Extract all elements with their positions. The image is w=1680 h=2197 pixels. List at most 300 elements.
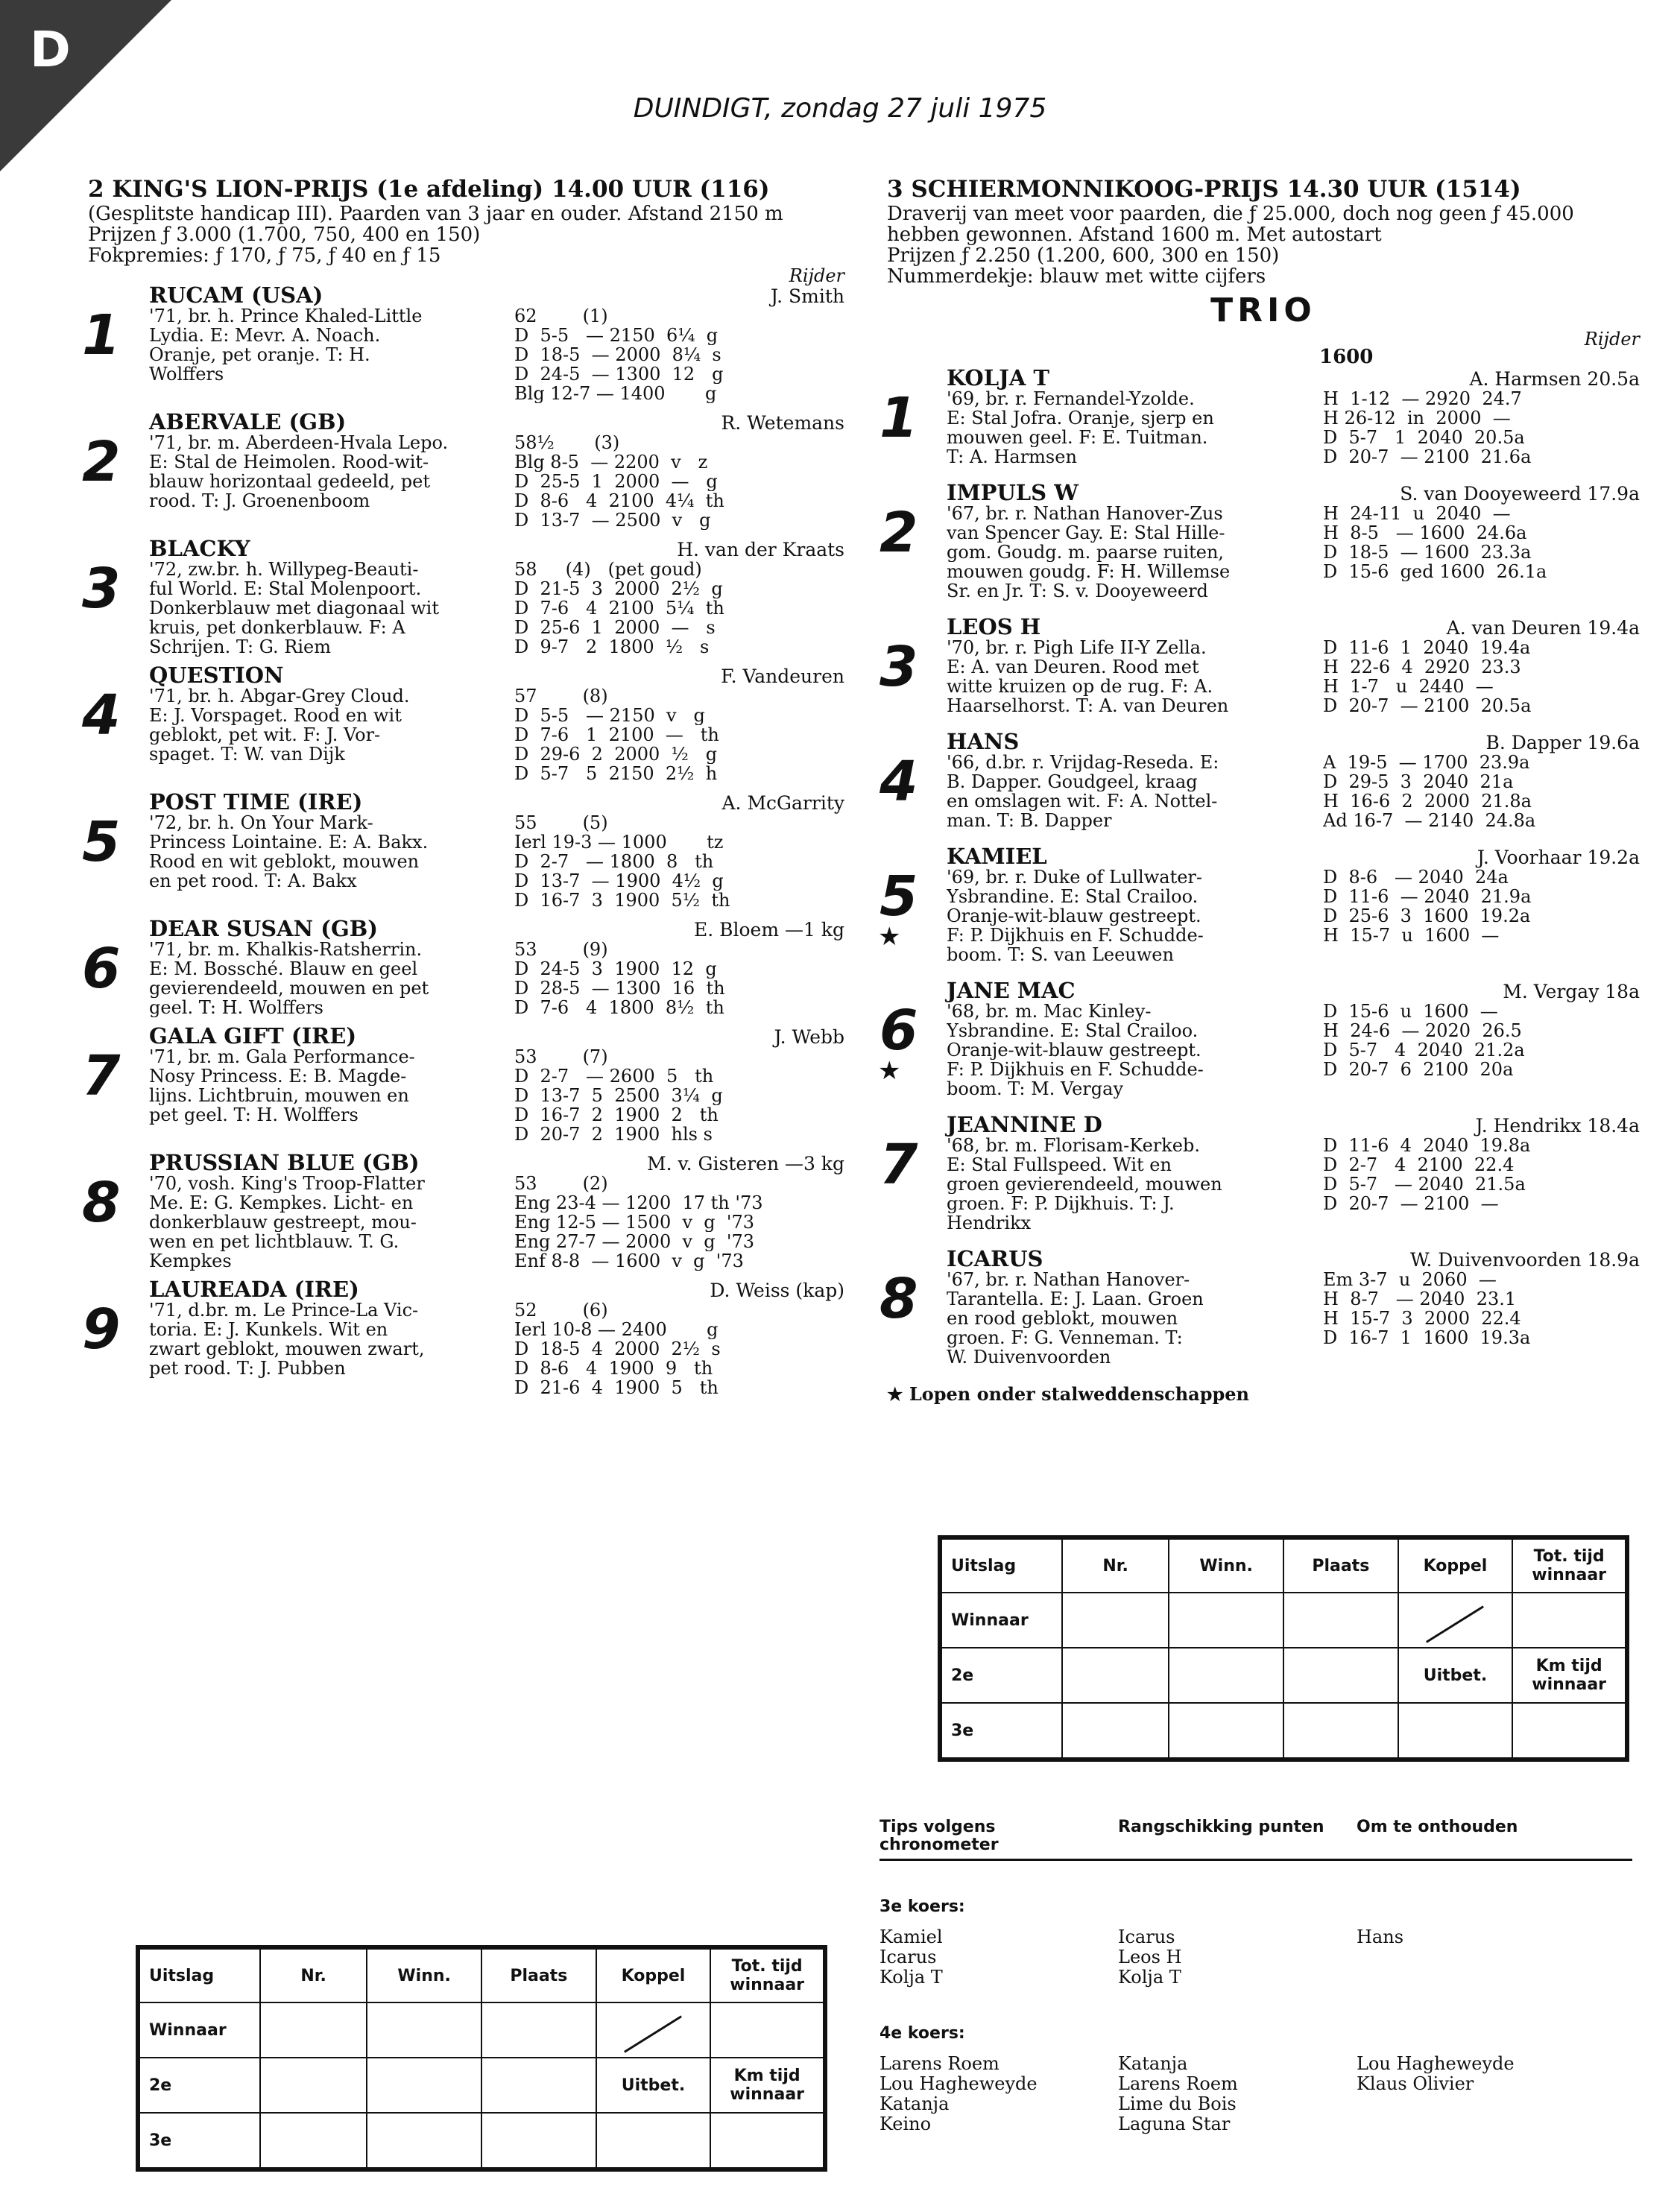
horse-description: gom. Goudg. m. paarse ruiten, bbox=[947, 543, 1225, 562]
horse-line bbox=[947, 562, 1640, 581]
horse-description: pet geel. T: H. Wolffers bbox=[149, 1105, 359, 1125]
horse-form: D 11-6 4 2040 19.8a bbox=[1323, 1136, 1531, 1155]
horse-form: D 13-7 — 1900 4½ g bbox=[514, 871, 724, 891]
horse-line bbox=[947, 581, 1640, 601]
horse-description: Wolffers bbox=[149, 364, 224, 384]
tip-horse-name: Keino bbox=[880, 2114, 932, 2134]
horse-description bbox=[149, 1125, 514, 1144]
result-cell bbox=[260, 2058, 367, 2113]
horse-line bbox=[947, 791, 1640, 811]
race-3-description bbox=[887, 203, 1640, 287]
horse-form bbox=[1323, 1079, 1640, 1098]
horse-form: Em 3-7 u 2060 — bbox=[1323, 1270, 1497, 1289]
result-row-label: 2e bbox=[138, 2058, 260, 2113]
horse-header bbox=[149, 536, 844, 561]
horse-form: 53 (9) bbox=[514, 940, 608, 959]
page-header: DUINDIGT, zondag 27 juli 1975 bbox=[633, 93, 1047, 124]
horse-form: D 15-6 ged 1600 26.1a bbox=[1323, 562, 1547, 581]
horse-form: D 24-5 3 1900 12 g bbox=[514, 959, 717, 979]
race-3-number-cloth: Nummerdekje: blauw met witte cijfers bbox=[887, 265, 1266, 288]
horse-details bbox=[947, 614, 1640, 715]
horse-form: D 28-5 — 1300 16 th bbox=[514, 979, 725, 998]
horse-line bbox=[149, 891, 844, 910]
horse-form: Ad 16-7 — 2140 24.8a bbox=[1323, 811, 1536, 830]
race-2-column bbox=[82, 175, 844, 1406]
horse-number: 9 bbox=[82, 1297, 121, 1362]
horse-line bbox=[947, 867, 1640, 887]
horse-form: 58½ (3) bbox=[514, 433, 620, 452]
result-cell bbox=[710, 2113, 825, 2169]
horse-description: Me. E: G. Kempkes. Licht- en bbox=[149, 1193, 414, 1213]
horse-number: 3 bbox=[82, 557, 121, 621]
horse-form bbox=[1323, 1213, 1640, 1233]
horse-header bbox=[947, 1112, 1640, 1137]
horse-description: Donkerblauw met diagonaal wit bbox=[149, 598, 439, 618]
result-header-cell: Uitslag bbox=[940, 1537, 1062, 1593]
horse-description: '71, br. h. Prince Khaled-Little bbox=[149, 306, 423, 326]
horse-number: 5 bbox=[82, 810, 121, 874]
horse-name: JEANNINE D bbox=[947, 1112, 1102, 1137]
horse-line bbox=[947, 772, 1640, 791]
km-tijd-label: Km tijd winnaar bbox=[710, 2058, 825, 2113]
horse-line bbox=[149, 959, 844, 979]
race-3-desc-line: Draverij van meet voor paarden, die ƒ 25.000, doch nog geen ƒ 45.000 hebben gewonnen. Afstand 1600 m. Met autostart bbox=[887, 203, 1574, 246]
horse-form: 53 (7) bbox=[514, 1047, 608, 1066]
horse-header bbox=[947, 978, 1640, 1003]
horse-description: wen en pet lichtblauw. T. G. bbox=[149, 1232, 400, 1251]
horse-number: 6 bbox=[880, 999, 918, 1063]
result-cell bbox=[260, 2113, 367, 2169]
horse-form: D 13-7 5 2500 3¼ g bbox=[514, 1086, 723, 1105]
horse-header bbox=[149, 282, 844, 308]
horse-description: Sr. en Jr. T: S. v. Dooyeweerd bbox=[947, 581, 1208, 601]
horse-description: Ysbrandine. E: Stal Crailoo. bbox=[947, 887, 1199, 906]
horse-form: D 5-7 — 2040 21.5a bbox=[1323, 1175, 1526, 1194]
horse-form: D 16-7 1 1600 19.3a bbox=[1323, 1328, 1531, 1347]
horse-description: Kempkes bbox=[149, 1251, 232, 1271]
horse-details bbox=[149, 409, 844, 530]
horse-number: 1 bbox=[880, 386, 918, 450]
horse-details bbox=[947, 729, 1640, 830]
horse-line bbox=[947, 1194, 1640, 1213]
horse-description: Nosy Princess. E: B. Magde- bbox=[149, 1066, 407, 1086]
horse-form: H 8-5 — 1600 24.6a bbox=[1323, 523, 1527, 543]
horse-description: gevierendeeld, mouwen en pet bbox=[149, 979, 429, 998]
horse-line bbox=[149, 491, 844, 510]
tip-horse-name: Klaus Olivier bbox=[1357, 2073, 1474, 2094]
horse-form: D 2-7 — 1800 8 th bbox=[514, 852, 714, 871]
horse-entry bbox=[82, 1277, 844, 1397]
horse-description: Oranje-wit-blauw gestreept. bbox=[947, 1040, 1201, 1060]
jockey-name: M. v. Gisteren —3 kg bbox=[647, 1153, 844, 1175]
horse-form: D 25-5 1 2000 — g bbox=[514, 472, 718, 491]
horse-form: H 8-7 — 2040 23.1 bbox=[1323, 1289, 1517, 1309]
tips-column bbox=[1118, 1927, 1357, 1988]
horse-form: D 20-7 — 2100 21.6a bbox=[1323, 447, 1532, 467]
tip-horse-name: Laguna Star bbox=[1118, 2114, 1231, 2134]
horse-entry bbox=[880, 1112, 1640, 1233]
horse-description: van Spencer Gay. E: Stal Hille- bbox=[947, 523, 1225, 543]
horse-line bbox=[149, 1232, 844, 1251]
result-cell bbox=[1512, 1593, 1627, 1648]
horse-line bbox=[947, 1328, 1640, 1347]
horse-line bbox=[149, 306, 844, 326]
tips-header bbox=[880, 1818, 1632, 1861]
horse-name: ICARUS bbox=[947, 1246, 1043, 1271]
horse-header bbox=[149, 663, 844, 688]
horse-entry bbox=[878, 844, 1640, 964]
result-cell bbox=[596, 2002, 711, 2058]
tip-horse-name: Larens Roem bbox=[1118, 2073, 1238, 2094]
horse-form: Blg 12-7 — 1400 g bbox=[514, 384, 717, 403]
horse-name: PRUSSIAN BLUE (GB) bbox=[149, 1150, 420, 1175]
horse-description: en rood geblokt, mouwen bbox=[947, 1309, 1178, 1328]
horse-header bbox=[947, 844, 1640, 869]
horse-line bbox=[149, 560, 844, 579]
horse-line bbox=[149, 1105, 844, 1125]
horse-line bbox=[947, 887, 1640, 906]
section-corner bbox=[0, 0, 171, 171]
horse-line bbox=[149, 1320, 844, 1339]
tip-horse-name: Lou Hagheweyde bbox=[1357, 2053, 1515, 2074]
tips-column bbox=[1357, 2054, 1595, 2134]
horse-form: D 20-7 6 2100 20a bbox=[1323, 1060, 1514, 1079]
horse-line bbox=[947, 926, 1640, 945]
horse-description: E: J. Vorspaget. Rood en wit bbox=[149, 706, 402, 725]
horse-description: boom. T: M. Vergay bbox=[947, 1079, 1124, 1098]
horse-name: LAUREADA (IRE) bbox=[149, 1277, 359, 1302]
race-2-prizes: Prijzen ƒ 3.000 (1.700, 750, 400 en 150) bbox=[88, 224, 481, 246]
result-row bbox=[138, 2002, 825, 2058]
horse-form: H 15-7 3 2000 22.4 bbox=[1323, 1309, 1521, 1328]
horse-line bbox=[149, 1174, 844, 1193]
horse-description: Ysbrandine. E: Stal Crailoo. bbox=[947, 1021, 1199, 1040]
horse-line bbox=[149, 1086, 844, 1105]
tip-horse-name: Kolja T bbox=[880, 1967, 943, 1988]
horse-form: D 11-6 — 2040 21.9a bbox=[1323, 887, 1532, 906]
horse-number: 6 bbox=[82, 937, 121, 1001]
result-cell bbox=[710, 2002, 825, 2058]
horse-description: E: Stal Jofra. Oranje, sjerp en bbox=[947, 408, 1214, 428]
horse-entry bbox=[880, 729, 1640, 830]
horse-description: '71, br. m. Khalkis-Ratsherrin. bbox=[149, 940, 423, 959]
horse-details bbox=[947, 978, 1640, 1098]
horse-details bbox=[149, 1023, 844, 1144]
horse-form: D 5-5 — 2150 6¼ g bbox=[514, 326, 719, 345]
horse-description: E: M. Bossché. Blauw en geel bbox=[149, 959, 418, 979]
result-header-cell: Nr. bbox=[260, 1947, 367, 2002]
result-row-label: 3e bbox=[138, 2113, 260, 2169]
horse-line bbox=[947, 1347, 1640, 1367]
horse-header bbox=[947, 480, 1640, 505]
uitbet-label: Uitbet. bbox=[596, 2058, 711, 2113]
rijder-heading: Rijder bbox=[1584, 329, 1640, 350]
horse-line bbox=[947, 1289, 1640, 1309]
horse-description: '70, br. r. Pigh Life II-Y Zella. bbox=[947, 638, 1207, 657]
horse-line bbox=[149, 364, 844, 384]
horse-number: 5 bbox=[880, 864, 918, 929]
horse-name: IMPULS W bbox=[947, 480, 1079, 505]
horse-number: 1 bbox=[82, 303, 121, 367]
result-row bbox=[138, 2113, 825, 2169]
horse-form: D 16-7 2 1900 2 th bbox=[514, 1105, 719, 1125]
horse-description: E: Stal Fullspeed. Wit en bbox=[947, 1155, 1172, 1175]
horse-line bbox=[149, 637, 844, 657]
horse-entry bbox=[880, 614, 1640, 715]
horse-name: POST TIME (IRE) bbox=[149, 789, 363, 815]
horse-form: D 7-6 1 2100 — th bbox=[514, 725, 719, 745]
horse-form: D 9-7 2 1800 ½ s bbox=[514, 637, 710, 657]
horse-description: geblokt, pet wit. F: J. Vor- bbox=[149, 725, 381, 745]
horse-line bbox=[947, 523, 1640, 543]
rijder-heading: Rijder bbox=[789, 265, 844, 286]
horse-form: D 29-6 2 2000 ½ g bbox=[514, 745, 718, 764]
horse-description: groen gevierendeeld, mouwen bbox=[947, 1175, 1222, 1194]
jockey-name: J. Webb bbox=[774, 1026, 844, 1048]
horse-line bbox=[149, 452, 844, 472]
horse-line bbox=[947, 638, 1640, 657]
horse-header bbox=[947, 1246, 1640, 1271]
horse-form: Ierl 10-8 — 2400 g bbox=[514, 1320, 719, 1339]
horse-line bbox=[947, 1213, 1640, 1233]
result-cell bbox=[1062, 1648, 1169, 1703]
horse-description: en pet rood. T: A. Bakx bbox=[149, 871, 357, 891]
horse-entry bbox=[82, 536, 844, 657]
horse-line bbox=[149, 852, 844, 871]
horse-number: 7 bbox=[82, 1044, 121, 1108]
horse-form: 52 (6) bbox=[514, 1300, 608, 1320]
horse-entry bbox=[880, 480, 1640, 601]
horse-line bbox=[149, 1047, 844, 1066]
koers-4-tips bbox=[880, 2054, 1632, 2134]
koers-4-label: 4e koers: bbox=[880, 2024, 965, 2043]
horse-form bbox=[1323, 581, 1640, 601]
horse-description: Princess Lointaine. E: A. Bakx. bbox=[149, 832, 429, 852]
horse-entry bbox=[880, 365, 1640, 467]
horse-header bbox=[947, 365, 1640, 391]
horse-form: H 16-6 2 2000 21.8a bbox=[1323, 791, 1532, 811]
horse-line bbox=[947, 657, 1640, 677]
horse-number: 2 bbox=[880, 501, 918, 565]
horse-details bbox=[149, 1150, 844, 1271]
horse-details bbox=[947, 480, 1640, 601]
horse-form: D 2-7 4 2100 22.4 bbox=[1323, 1155, 1515, 1175]
horse-details bbox=[149, 282, 844, 403]
horse-form: Enf 8-8 — 1600 v g '73 bbox=[514, 1251, 744, 1271]
result-table-race-2 bbox=[136, 1945, 827, 2172]
result-row-label: 3e bbox=[940, 1703, 1062, 1760]
horse-description: '67, br. r. Nathan Hanover-Zus bbox=[947, 504, 1223, 523]
horse-line bbox=[149, 832, 844, 852]
koppel-slash bbox=[1427, 1605, 1485, 1643]
horse-number: 8 bbox=[880, 1267, 918, 1331]
horse-entry bbox=[82, 282, 844, 403]
horse-details bbox=[947, 844, 1640, 964]
tip-horse-name: Katanja bbox=[1118, 2053, 1188, 2074]
horse-line bbox=[947, 428, 1640, 447]
horse-description: witte kruizen op de rug. F: A. bbox=[947, 677, 1213, 696]
horse-header bbox=[947, 729, 1640, 754]
horse-form: 58 (4) (pet goud) bbox=[514, 560, 702, 579]
horse-description: groen. F: P. Dijkhuis. T: J. bbox=[947, 1194, 1175, 1213]
jockey-name: S. van Dooyeweerd 17.9a bbox=[1400, 483, 1640, 505]
horse-header bbox=[149, 1277, 844, 1302]
horse-line bbox=[947, 408, 1640, 428]
tip-horse-name: Katanja bbox=[880, 2093, 950, 2114]
horse-line bbox=[149, 326, 844, 345]
jockey-name: A. Harmsen 20.5a bbox=[1469, 368, 1640, 390]
jockey-name: R. Wetemans bbox=[721, 412, 844, 434]
horse-number: 8 bbox=[82, 1171, 121, 1235]
jockey-name: H. van der Kraats bbox=[677, 539, 844, 560]
result-cell bbox=[1169, 1593, 1283, 1648]
race-3-prizes: Prijzen ƒ 2.250 (1.200, 600, 300 en 150) bbox=[887, 244, 1280, 267]
horse-description: T: A. Harmsen bbox=[947, 447, 1077, 467]
horse-form: H 22-6 4 2920 23.3 bbox=[1323, 657, 1521, 677]
horse-entry bbox=[878, 978, 1640, 1098]
result-header-cell: Koppel bbox=[1398, 1537, 1513, 1593]
horse-header bbox=[149, 1023, 844, 1049]
result-cell bbox=[260, 2002, 367, 2058]
horse-form: H 1-12 — 2920 24.7 bbox=[1323, 389, 1522, 408]
race-2-title: 2 KING'S LION-PRIJS (1e afdeling) 14.00 UUR (116) bbox=[88, 176, 770, 203]
horse-description: lijns. Lichtbruin, mouwen en bbox=[149, 1086, 409, 1105]
horse-name: JANE MAC bbox=[947, 978, 1076, 1003]
tip-horse-name: Icarus bbox=[880, 1947, 937, 1967]
horse-details bbox=[149, 916, 844, 1017]
tip-horse-name: Lou Hagheweyde bbox=[880, 2073, 1038, 2094]
horse-header bbox=[947, 614, 1640, 639]
horse-name: QUESTION bbox=[149, 663, 284, 688]
horse-description: blauw horizontaal gedeeld, pet bbox=[149, 472, 430, 491]
result-cell bbox=[481, 2002, 596, 2058]
result-header-cell: Nr. bbox=[1062, 1537, 1169, 1593]
koppel-slash bbox=[625, 2015, 683, 2052]
jockey-name: A. McGarrity bbox=[721, 792, 844, 814]
horse-form: D 16-7 3 1900 5½ th bbox=[514, 891, 730, 910]
horse-line bbox=[149, 472, 844, 491]
horse-form: 53 (2) bbox=[514, 1174, 608, 1193]
horse-line bbox=[149, 579, 844, 598]
horse-form: D 15-6 u 1600 — bbox=[1323, 1002, 1498, 1021]
horse-line bbox=[149, 706, 844, 725]
horse-line bbox=[149, 998, 844, 1017]
horse-line bbox=[947, 696, 1640, 715]
horse-line bbox=[947, 389, 1640, 408]
result-header-cell: Tot. tijd winnaar bbox=[710, 1947, 825, 2002]
horse-form: 62 (1) bbox=[514, 306, 608, 326]
horse-description: mouwen goudg. F: H. Willemse bbox=[947, 562, 1231, 581]
horse-details bbox=[149, 536, 844, 657]
horse-name: GALA GIFT (IRE) bbox=[149, 1023, 357, 1049]
horse-description: E: Stal de Heimolen. Rood-wit- bbox=[149, 452, 429, 472]
horse-description: Haarselhorst. T: A. van Deuren bbox=[947, 696, 1229, 715]
horse-entry bbox=[82, 789, 844, 910]
result-row bbox=[940, 1593, 1627, 1648]
horse-form: D 20-7 — 2100 20.5a bbox=[1323, 696, 1532, 715]
horse-line bbox=[149, 686, 844, 706]
result-row-label: Winnaar bbox=[940, 1593, 1062, 1648]
horse-form: D 11-6 1 2040 19.4a bbox=[1323, 638, 1531, 657]
horse-line bbox=[149, 1300, 844, 1320]
horse-details bbox=[149, 1277, 844, 1397]
result-cell bbox=[367, 2058, 481, 2113]
koers-3-label: 3e koers: bbox=[880, 1897, 965, 1916]
horse-description: Hendrikx bbox=[947, 1213, 1032, 1233]
tip-horse-name: Kolja T bbox=[1118, 1967, 1181, 1988]
horse-entry bbox=[880, 1246, 1640, 1367]
horse-form: D 8-6 — 2040 24a bbox=[1323, 867, 1509, 887]
horse-description: B. Dapper. Goudgeel, kraag bbox=[947, 772, 1198, 791]
horse-form: D 21-6 4 1900 5 th bbox=[514, 1378, 719, 1397]
result-cell bbox=[1169, 1703, 1283, 1760]
horse-description: Schrijen. T: G. Riem bbox=[149, 637, 331, 657]
horse-description: mouwen geel. F: E. Tuitman. bbox=[947, 428, 1208, 447]
horse-line bbox=[149, 1193, 844, 1213]
horse-entry bbox=[82, 1023, 844, 1144]
horse-description: E: A. van Deuren. Rood met bbox=[947, 657, 1199, 677]
horse-form: D 7-6 4 2100 5¼ th bbox=[514, 598, 724, 618]
trio-label: TRIO bbox=[1210, 291, 1316, 329]
result-header-cell: Koppel bbox=[596, 1947, 711, 2002]
horse-form: D 25-6 1 2000 — s bbox=[514, 618, 716, 637]
horse-form: H 15-7 u 1600 — bbox=[1323, 926, 1500, 945]
horse-entry bbox=[82, 409, 844, 530]
horse-line bbox=[947, 1060, 1640, 1079]
horse-details bbox=[947, 1112, 1640, 1233]
horse-name: ABERVALE (GB) bbox=[149, 409, 347, 434]
horse-description: '71, br. m. Aberdeen-Hvala Lepo. bbox=[149, 433, 449, 452]
jockey-name: J. Voorhaar 19.2a bbox=[1477, 847, 1640, 868]
star-icon: ★ bbox=[878, 1056, 901, 1086]
horse-form: D 18-5 4 2000 2½ s bbox=[514, 1339, 721, 1359]
horse-description: Oranje, pet oranje. T: H. bbox=[149, 345, 370, 364]
horse-name: KOLJA T bbox=[947, 365, 1049, 391]
horse-number: 2 bbox=[82, 430, 121, 494]
tips-remember-heading: Om te onthouden bbox=[1357, 1818, 1518, 1836]
horse-description: boom. T: S. van Leeuwen bbox=[947, 945, 1174, 964]
horse-line bbox=[149, 1251, 844, 1271]
race-3-distance: 1600 bbox=[1319, 346, 1374, 368]
result-row bbox=[940, 1703, 1627, 1760]
horse-header bbox=[149, 916, 844, 941]
race-3-title: 3 SCHIERMONNIKOOG-PRIJS 14.30 UUR (1514) bbox=[887, 176, 1521, 203]
tip-horse-name: Leos H bbox=[1118, 1947, 1182, 1967]
horse-line bbox=[947, 1021, 1640, 1040]
horse-form: D 18-5 — 1600 23.3a bbox=[1323, 543, 1532, 562]
result-cell bbox=[1062, 1593, 1169, 1648]
result-cell bbox=[481, 2058, 596, 2113]
horse-description: '71, br. h. Abgar-Grey Cloud. bbox=[149, 686, 410, 706]
jockey-name: E. Bloem —1 kg bbox=[693, 919, 844, 941]
race-2-description bbox=[88, 203, 844, 266]
horse-line bbox=[149, 1359, 844, 1378]
result-header-cell: Tot. tijd winnaar bbox=[1512, 1537, 1627, 1593]
horse-line bbox=[149, 345, 844, 364]
horse-form: D 5-7 5 2150 2½ h bbox=[514, 764, 718, 783]
tips-section bbox=[880, 1818, 1632, 2134]
jockey-name: J. Hendrikx 18.4a bbox=[1475, 1115, 1640, 1137]
race-2-premiums: Fokpremies: ƒ 170, ƒ 75, ƒ 40 en ƒ 15 bbox=[88, 244, 441, 267]
horse-header bbox=[149, 1150, 844, 1175]
horse-form: D 5-5 — 2150 v g bbox=[514, 706, 705, 725]
result-header-cell: Plaats bbox=[481, 1947, 596, 2002]
horse-description: Tarantella. E: J. Laan. Groen bbox=[947, 1289, 1204, 1309]
horse-form bbox=[1323, 945, 1640, 964]
horse-description: geel. T: H. Wolffers bbox=[149, 998, 323, 1017]
result-cell bbox=[1169, 1648, 1283, 1703]
result-cell bbox=[481, 2113, 596, 2169]
